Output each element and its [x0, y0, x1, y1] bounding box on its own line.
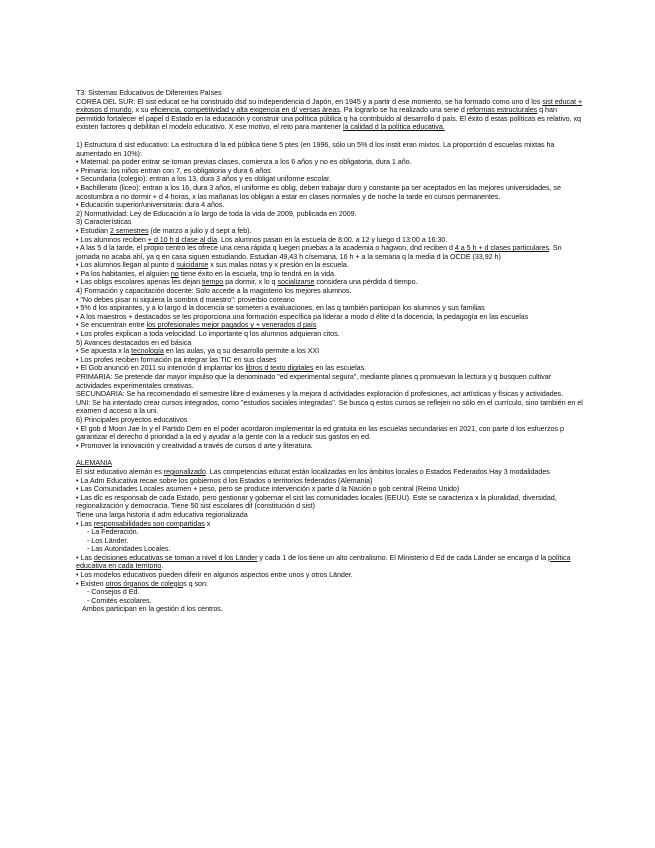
bullet-item: [76, 425, 586, 442]
text-run: • Existen: [76, 578, 106, 588]
text-run: - Consejos d Ed.: [87, 587, 140, 597]
bullet-item: [76, 494, 586, 511]
text-run: • Promover la innovación y creatividad a través de cursos d arte y literatura.: [76, 440, 313, 450]
section-gap: [76, 450, 586, 459]
text-run: , x su: [131, 105, 151, 115]
text-line: [76, 399, 586, 416]
text-run: tiene éxito en la escuela, tmp lo tendrá en la vida.: [178, 268, 336, 278]
text-run: . Pa lograrlo se ha realizado una serie d: [339, 105, 467, 115]
text-run: • El Gob anunció en 2011 su intención d implantar los: [76, 363, 246, 373]
text-run: El sist educativo alemán es: [76, 466, 164, 476]
text-line: [76, 244, 586, 261]
underlined-text: 4 a 5 h + d clases particulares: [454, 243, 550, 253]
underlined-text: no: [170, 268, 179, 278]
document-title: T3: Sistemas Educativos de Diferentes Países: [76, 88, 222, 97]
text-run: en las escuelas.: [313, 363, 367, 373]
text-line: [76, 210, 586, 219]
text-run: Ambos participan en la gestión d los centros.: [82, 604, 223, 614]
text-run: (de marzo a julio y d sept a feb).: [148, 225, 252, 235]
text-line: [76, 580, 586, 589]
text-run: COREA DEL SUR: El sist educat se ha construido dsd su independencia d Japón, en 1945 y a partir d ese momento, se ha formado como uno d los: [76, 96, 543, 106]
text-run: • Primaria: los niños entran con 7, es obligatoria y dura 6 años: [76, 165, 271, 175]
text-run: • La Adm Educativa recae sobre los gobiernos d los Estados o territorios federados (Alemania): [76, 475, 373, 485]
text-run: • Pa los habitantes, el alguien: [76, 268, 171, 278]
text-run: 5) Avances destacados en ed básica: [76, 337, 192, 347]
text-run: • El gob d Moon Jae In y el Partido Dem en el poder acordaron implementar la ed gratuita en las escuelas secundarias en 2021, con parte d los esfuerzos p garantizar el derecho d prioridad a la ed y ayudar a la gente con la a reducir sus gastos en ed.: [76, 423, 564, 442]
text-run: . Las competencias educat están localizadas en los ámbitos locales o Estados Federados Hay 3 modalidades: [205, 466, 550, 476]
text-line: [76, 605, 586, 614]
text-run: considera una pérdida d tiempo.: [314, 277, 418, 287]
text-run: SECUNDARIA: Se ha recomendado el semestre libre d exámenes y la mejora d actividades exploración d profesiones, act artísticas y físicas y actividades.: [76, 389, 564, 399]
text-run: • Educación superior/universitaria: dura 4 años.: [76, 200, 225, 210]
text-run: 6) Principales proyectos educativos: [76, 414, 188, 424]
text-run: x: [204, 518, 211, 528]
underlined-text: sist educat + exitosos d mundo: [76, 96, 583, 115]
underlined-text: responsabilidades son compartidas: [93, 518, 205, 528]
text-run: • A las 5 d la tarde, el propio centro les ofrece una cena rápida q luegen pruebas a la academia o hagwon, dnd reciben d: [76, 243, 455, 253]
text-line: [76, 520, 586, 529]
text-run: • "No debes pisar ni siquiera la sombra d maestro": proverbio coreano: [76, 294, 295, 304]
underlined-text: socializarse: [277, 277, 315, 287]
germany-section: [76, 459, 586, 614]
underlined-text: la calidad d la política educativa.: [342, 122, 445, 132]
text-run: • Los profes explican a toda velocidad. Lo importante q los alumnos adquieran citos.: [76, 329, 340, 339]
intro-paragraph: [76, 98, 586, 132]
text-run: - Los Länder.: [87, 535, 129, 545]
text-run: en las aulas, ya q su desarrollo permite a los XXI: [163, 346, 320, 356]
document-page: [76, 89, 586, 614]
text-run: • Los profes reciben formación pa integrar las TIC en sus clases: [76, 354, 277, 364]
text-run: . Sn jornada no acaba ahí, ya q en casa siguen estudiando. Estudian 49,43 h c/semana, 16 h + a la semana q la media d la OCDE (33,92 h): [76, 243, 562, 261]
text-run: • Las dlc es responsab de cada Estado, pero gestionar y gobernar el sist las comunidades locales (EEUU). Este se caracteriza x la pluralidad, diversidad, regionalización y democracia. Tiene 50 sist escolares dif (constitución d sist): [76, 492, 557, 511]
text-run: PRIMARIA: Se pretende dar mayor impulso que la denominado "ed experimental segura", mediante planes q promuevan la lectura y q busquen cultivar actividades experimentales creativas.: [76, 372, 551, 390]
text-line: [76, 588, 586, 597]
section-heading: ALEMANIA: [76, 458, 112, 468]
text-run: q han permitido fortalecer el papel d Estado en la educación y construir una política pública q ha contribuido al desarrollo d país. El éxito d estas políticas es relativo, xq existen factores q debilitan el modelo educativo. X ese motivo, el reto para mantener: [76, 105, 581, 132]
text-line: [76, 373, 586, 390]
text-run: 1) Estructura d sist educativo: La estructura d la ed pública tiene 5 ptes (en 1996, sólo un 5% d los instit eran mixtos. La proporción d escuelas mixtas ha aumentado en 10%):: [76, 139, 555, 158]
underlined-text: suicidarse: [176, 260, 209, 270]
text-run: UNI: Se ha intentado crear cursos integrados, como "estudios sociales integradas". Se busca q estos cursos se reflejen no sólo en el currículo, sino también en el examen d acceso a la uni.: [76, 397, 583, 416]
text-run: - Comités escolares.: [87, 595, 152, 605]
text-run: • Bachillerato (liceo): entran a los 16, dura 3 años, el uniforme es oblig, deben trabajar duro y constante pa ser aceptados en las mejores universidades, se acostumbra a no dormir + d 4 horas, x las mañanas los obligan a estar en clases normales y de noche la tarde en cursos permanentes.: [76, 182, 561, 201]
text-run: • Se apuesta x la: [76, 346, 132, 356]
text-run: • Los modelos educativos pueden diferir en algunos aspectos entre unos y otros Länder.: [76, 570, 353, 580]
text-run: Tiene una larga historia d adm educativa regionalizada: [76, 509, 248, 519]
underlined-text: tecnología: [131, 346, 164, 356]
text-run: 2) Normatividad: Ley de Educación a lo largo de toda la vida de 2009, publicada en 2009.: [76, 208, 357, 218]
text-run: s q son:: [183, 578, 208, 588]
bullet-item: [76, 184, 586, 201]
underlined-text: otros órganos de colegio: [105, 578, 184, 588]
underlined-text: 2 semestres: [109, 225, 149, 235]
underlined-text: + d 10 h d clase al día: [147, 234, 218, 244]
text-run: y cada 1 de los tiene un alto centralismo. El Ministerio d Ed de cada Länder se encarga d la: [257, 552, 549, 562]
underlined-text: decisiones educativas se toman a nivel d los Länder: [93, 552, 258, 562]
text-run: • Maternal: pa poder entrar se toman previas clases, comienza a los 6 años y no es obligatoria, dura 1 año.: [76, 157, 412, 167]
text-run: • Los alumnos reciben: [76, 234, 148, 244]
bullet-item: [76, 442, 586, 451]
underlined-text: los profesionales mejor pagados y + venerados d país: [146, 320, 317, 330]
text-run: • 5% d los aspirantes, y a lo largo d la docencia se someten a evaluaciones, en las q también participan los alumnos y sus familias: [76, 303, 485, 313]
text-run: x sus malas notas y x presión en la escuela.: [208, 260, 349, 270]
text-run: • Los alumnos llegan al punto d: [76, 260, 177, 270]
text-run: • Las: [76, 552, 94, 562]
text-run: . Los alumnos pasan en la escuela de 8:00. a 12 y luego d 13:00 a 16:30.: [217, 234, 448, 244]
text-line: [76, 554, 586, 571]
text-run: 3) Características: [76, 217, 132, 227]
underlined-text: tiempo: [201, 277, 224, 287]
underlined-text: regionalizado: [163, 466, 206, 476]
text-run: • Las obligs escolares apenas les dejan: [76, 277, 202, 287]
text-run: - La Federación.: [87, 527, 139, 537]
text-run: .: [161, 561, 164, 571]
text-run: • Secundaria (colegio): entran a los 13, dura 3 años y es obligat uniforme escolar.: [76, 174, 331, 184]
text-line: [76, 528, 586, 537]
text-run: • Se encuentran entre: [76, 320, 147, 330]
underlined-text: reformas estructurales: [466, 105, 538, 115]
text-run: • Las: [76, 518, 94, 528]
text-run: - Las Autoridades Locales.: [87, 544, 171, 554]
text-run: 4) Formación y capacitación docente: Solo accede a la magisterio los mejores alumnos.: [76, 286, 352, 296]
text-run: • A los maestros + destacados se les proporciona una formación específica pa liderar a modo d élite d la docencia, la pedagogía en las escuelas: [76, 311, 529, 321]
underlined-text: política educativa en cada territorio: [76, 552, 571, 571]
text-run: • Estudian: [76, 225, 110, 235]
korea-section: [76, 141, 586, 450]
text-run: • Las Comunidades Locales asumen + peso, pero se produce intervención x parte d la Nación o gob central (Reino Unido): [76, 484, 460, 494]
underlined-text: libros d texto digitales: [245, 363, 314, 373]
text-run: pa dormir, x lo q: [223, 277, 278, 287]
text-line: [76, 141, 586, 158]
underlined-text: eficiencia, competitividad y alta exigencia en d/ versas áreas: [150, 105, 340, 115]
